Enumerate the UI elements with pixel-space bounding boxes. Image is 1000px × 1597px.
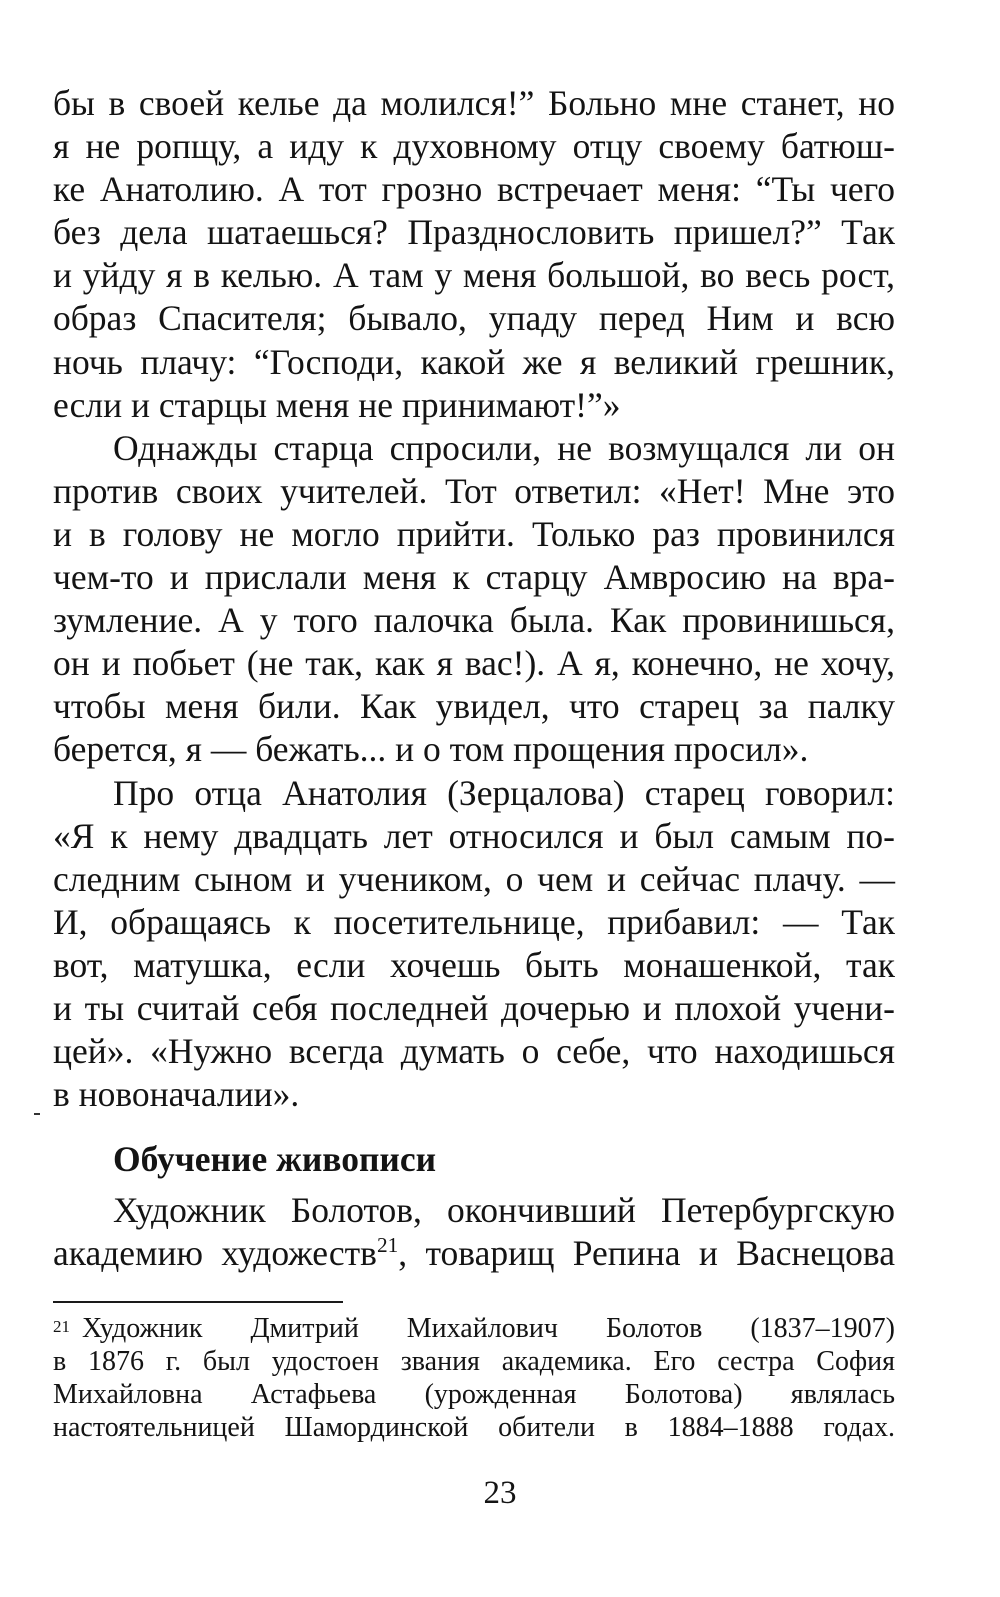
text-line: и уйду я в келью. А там у меня большой, во весь рост, (53, 255, 895, 296)
text-line: он и побьет (не так, как я вас!). А я, конечно, не хочу, (53, 643, 895, 684)
text-line: берется, я — бежать... и о том прощения просил». (53, 729, 809, 770)
main-text (53, 82, 895, 1116)
page-number: 23 (483, 1475, 517, 1511)
text-line: если и старцы меня не принимают!”» (53, 384, 621, 425)
text-line: вот, матушка, если хочешь быть монашенкой, так (53, 944, 895, 985)
text-line: без дела шатаешься? Празднословить пришел?” Так (53, 212, 895, 253)
text-line: бы в своей келье да молился!” Больно мне станет, но (53, 83, 895, 123)
footnote-line: Художник Дмитрий Михайлович Болотов (1837–1907) (82, 1313, 895, 1344)
footnote-divider (53, 1301, 343, 1303)
text-line: Однажды старца спросили, не возмущался ли он (113, 427, 895, 468)
text-line: и ты считай себя последней дочерью и плохой учени- (53, 987, 895, 1028)
text-line: образ Спасителя; бывало, упаду перед Ним и всю (53, 298, 895, 339)
text-line: ночь плачу: “Господи, какой же я великий грешник, (53, 341, 895, 382)
text-line: чем-то и прислали меня к старцу Амвросию на вра- (53, 557, 895, 598)
footnote-line: Михайловна Астафьева (урожденная Болотова) являлась (53, 1379, 895, 1410)
footnote (53, 1312, 895, 1444)
margin-mark (34, 1113, 40, 1115)
text-line: Художник Болотов, окончивший Петербургскую (113, 1190, 895, 1230)
text-line: и в голову не могло прийти. Только раз провинился (53, 513, 895, 554)
text-line: в новоначалии». (53, 1074, 300, 1115)
text-line: чтобы меня били. Как увидел, что старец за палку (53, 686, 895, 727)
section-text (53, 1189, 895, 1275)
text-line: против своих учителей. Тот ответил: «Нет! Мне это (53, 470, 895, 511)
text-line (53, 1232, 895, 1275)
text-line: зумление. А у того палочка была. Как провинишься, (53, 600, 895, 641)
text-line: «Я к нему двадцать лет относился и был самым по- (53, 815, 895, 856)
text-line: я не ропщу, а иду к духовному отцу своему батюш- (53, 126, 895, 167)
text-line: ке Анатолию. А тот грозно встречает меня: “Ты чего (53, 169, 895, 210)
footnote-line: настоятельницей Шамординской обители в 1884–1888 годах. (53, 1412, 895, 1443)
footnote-line: в 1876 г. был удостоен звания академика. Его сестра София (53, 1346, 895, 1377)
footnote-reference: 21 (376, 1233, 399, 1258)
text-fragment: , товарищ Репина и Васнецова (398, 1233, 895, 1273)
footnote-number: 21 (53, 1317, 70, 1336)
text-fragment: академию художеств (53, 1233, 377, 1273)
section-heading: Обучение живописи (113, 1139, 437, 1179)
text-line: следним сыном и учеником, о чем и сейчас плачу. — (53, 858, 895, 899)
text-line: И, обращаясь к посетительнице, прибавил: — Так (53, 901, 895, 942)
text-line: цей». «Нужно всегда думать о себе, что находишься (53, 1031, 895, 1072)
text-line: Про отца Анатолия (Зерцалова) старец говорил: (113, 772, 895, 813)
